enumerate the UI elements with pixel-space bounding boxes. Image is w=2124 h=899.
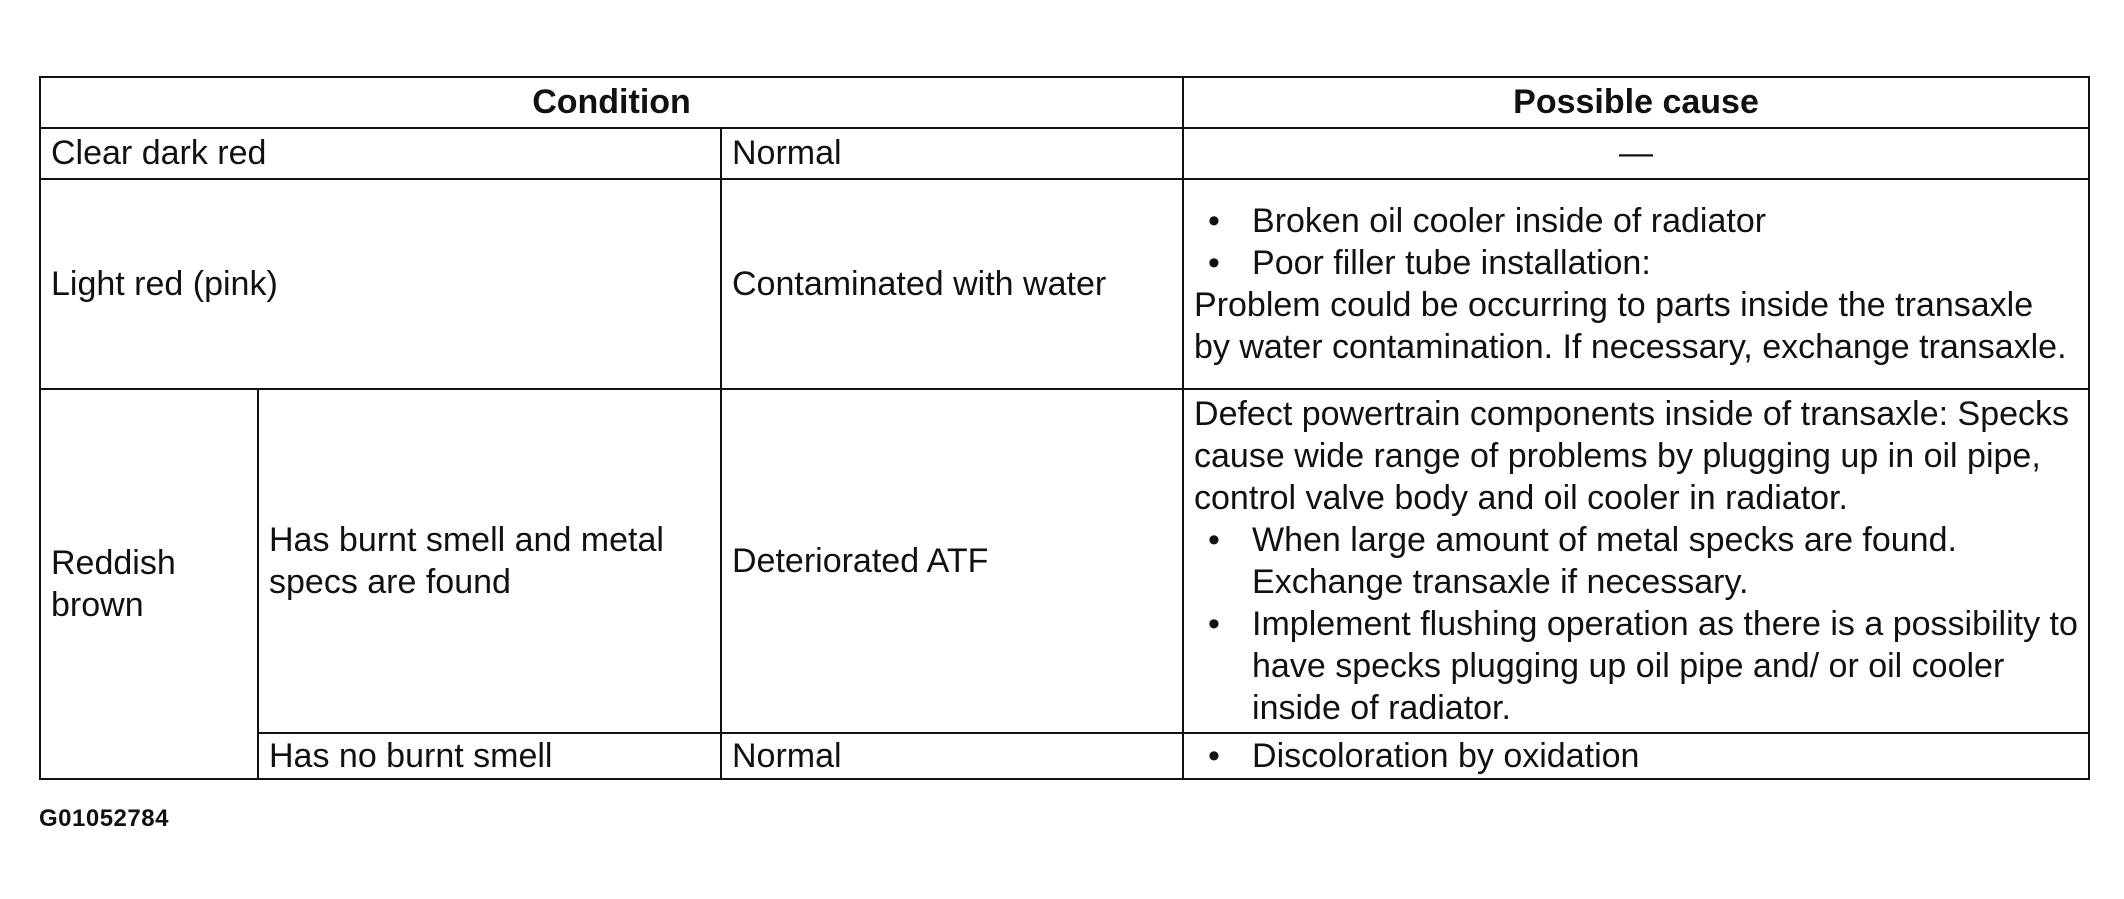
- bullet-icon: •: [1208, 737, 1220, 776]
- bullet-icon: •: [1208, 521, 1220, 560]
- list-item: [1194, 519, 2078, 603]
- condition-state-cell: Deteriorated ATF: [721, 389, 1183, 733]
- header-condition: Condition: [40, 77, 1183, 128]
- table-row: [40, 128, 2089, 179]
- sub-condition-cell: Has burnt smell and metal specs are found: [258, 389, 721, 733]
- cause-bullet-list: [1194, 200, 2078, 284]
- list-item: [1194, 242, 2078, 284]
- possible-cause-cell: [1183, 733, 2089, 779]
- condition-state-cell: Contaminated with water: [721, 179, 1183, 390]
- atf-condition-table: [39, 76, 2090, 780]
- cause-paragraph: Problem could be occurring to parts inside the transaxle by water contamination. If necessary, exchange transaxle.: [1194, 286, 2067, 367]
- list-item: [1194, 200, 2078, 242]
- list-item: [1194, 603, 2078, 729]
- list-item: [1194, 735, 2078, 777]
- possible-cause-cell: [1183, 179, 2089, 390]
- bullet-text: Broken oil cooler inside of radiator: [1252, 202, 1767, 241]
- bullet-text: Implement flushing operation as there is a possibility to have specks plugging up oil pipe and/ or oil cooler inside of radiator.: [1252, 605, 2078, 728]
- bullet-icon: •: [1208, 605, 1220, 644]
- figure-id: G01052784: [39, 805, 169, 832]
- header-possible-cause: Possible cause: [1183, 77, 2089, 128]
- bullet-text: When large amount of metal specks are found. Exchange transaxle if necessary.: [1252, 521, 1957, 602]
- possible-cause-cell: —: [1183, 128, 2089, 179]
- condition-state-cell: Normal: [721, 128, 1183, 179]
- cause-bullet-list: [1194, 519, 2078, 729]
- header-row: [40, 77, 2089, 128]
- table-row: [40, 733, 2089, 779]
- condition-color-cell: Clear dark red: [40, 128, 721, 179]
- condition-state-cell: Normal: [721, 733, 1183, 779]
- bullet-text: Discoloration by oxidation: [1252, 737, 1640, 776]
- bullet-icon: •: [1208, 244, 1220, 283]
- bullet-icon: •: [1208, 202, 1220, 241]
- condition-color-cell: Light red (pink): [40, 179, 721, 390]
- table-row: [40, 179, 2089, 390]
- condition-color-cell: Reddish brown: [40, 389, 258, 779]
- table-row: [40, 389, 2089, 733]
- possible-cause-cell: [1183, 389, 2089, 733]
- cause-paragraph: Defect powertrain components inside of transaxle: Specks cause wide range of problems by plugging up in oil pipe, control valve body and oil cooler in radiator.: [1194, 395, 2070, 518]
- sub-condition-cell: Has no burnt smell: [258, 733, 721, 779]
- cause-bullet-list: [1194, 735, 2078, 777]
- bullet-text: Poor filler tube installation:: [1252, 244, 1651, 283]
